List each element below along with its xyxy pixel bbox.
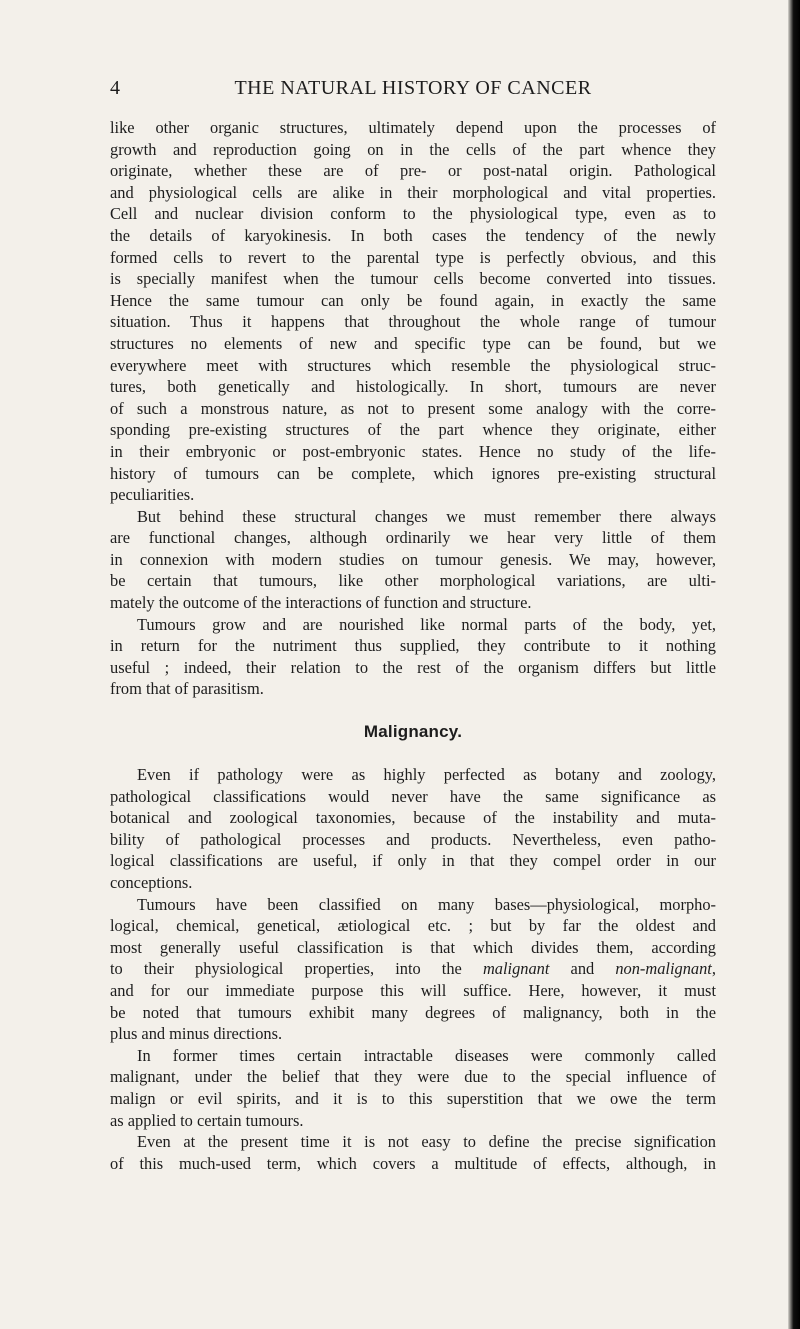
text-line: in their embryonic or post-embryonic states. Hence no study of the life- (110, 441, 716, 461)
text-line: situation. Thus it happens that throughout the whole range of tumour (110, 312, 716, 332)
page-edge-shadow (788, 0, 800, 1329)
paragraph (110, 1131, 716, 1174)
text-segment: , (711, 959, 716, 979)
text-segment: to their physiological properties, into the (110, 959, 483, 979)
text-line: everywhere meet with structures which resemble the physiological struc- (110, 355, 716, 375)
text-line: most generally useful classification is that which divides them, according (110, 937, 716, 957)
emphasis-non-malignant: non-malignant (615, 959, 712, 979)
text-line: mately the outcome of the interactions of function and structure. (110, 593, 532, 613)
paragraph (110, 894, 716, 1045)
running-title: THE NATURAL HISTORY OF CANCER (234, 77, 592, 99)
text-line: Tumours have been classified on many bases—physiological, morpho- (137, 894, 716, 914)
text-line: formed cells to revert to the parental type is perfectly obvious, and this (110, 247, 716, 267)
paragraph (110, 614, 716, 700)
text-line: conceptions. (110, 873, 193, 892)
paragraph (110, 506, 716, 614)
text-line: and for our immediate purpose this will suffice. Here, however, it must (110, 980, 716, 1000)
text-line: of such a monstrous nature, as not to present some analogy with the corre- (110, 398, 716, 418)
text-line: growth and reproduction going on in the cells of the part whence they (110, 139, 716, 159)
text-line-mixed (110, 958, 716, 980)
text-line: pathological classifications would never have the same significance as (110, 786, 716, 806)
text-line: logical classifications are useful, if only in that they compel order in our (110, 851, 716, 871)
text-line: be noted that tumours exhibit many degrees of malignancy, both in the (110, 1002, 716, 1022)
text-line: But behind these structural changes we must remember there always (137, 506, 716, 526)
text-line: of this much-used term, which covers a multitude of effects, although, in (110, 1153, 716, 1173)
text-line: as applied to certain tumours. (110, 1110, 304, 1130)
paragraph (110, 117, 716, 506)
text-line: be certain that tumours, like other morphological variations, are ulti- (110, 571, 716, 591)
text-line: is specially manifest when the tumour cells become converted into tissues. (110, 269, 716, 289)
text-line: bility of pathological processes and products. Nevertheless, even patho- (110, 829, 716, 849)
text-line: are functional changes, although ordinarily we hear very little of them (110, 528, 716, 548)
text-line: Even at the present time it is not easy to define the precise signification (137, 1132, 716, 1152)
text-line: Tumours grow and are nourished like normal parts of the body, yet, (137, 614, 716, 634)
text-line: useful ; indeed, their relation to the rest of the organism differs but little (110, 657, 716, 677)
paragraph (110, 764, 716, 894)
body-text (110, 117, 716, 1174)
paragraph (110, 1045, 716, 1131)
text-line: originate, whether these are of pre- or post-natal origin. Pathological (110, 161, 716, 181)
text-line: Even if pathology were as highly perfected as botany and zoology, (137, 765, 716, 785)
text-segment: and (549, 959, 616, 979)
page-number: 4 (110, 77, 121, 99)
running-head (110, 77, 716, 107)
text-line: Cell and nuclear division conform to the physiological type, even as to (110, 204, 716, 224)
text-line: from that of parasitism. (110, 679, 264, 699)
text-line: tures, both genetically and histologically. In short, tumours are never (110, 377, 716, 397)
text-line: malignant, under the belief that they were due to the special influence of (110, 1067, 716, 1087)
text-line: plus and minus directions. (110, 1024, 283, 1044)
text-line: structures no elements of new and specific type can be found, but we (110, 333, 716, 353)
emphasis-malignant: malignant (482, 959, 550, 979)
text-line: logical, chemical, genetical, ætiological etc. ; but by far the oldest and (110, 916, 716, 936)
text-line: the details of karyokinesis. In both cases the tendency of the newly (110, 225, 716, 245)
text-line: peculiarities. (110, 485, 195, 505)
text-line: in connexion with modern studies on tumour genesis. We may, however, (110, 549, 716, 569)
text-line: in return for the nutriment thus supplied, they contribute to it nothing (110, 636, 716, 656)
text-line: In former times certain intractable diseases were commonly called (137, 1045, 716, 1065)
text-line: botanical and zoological taxonomies, because of the instability and muta- (110, 808, 716, 828)
text-line: history of tumours can be complete, which ignores pre-existing structural (110, 463, 716, 483)
text-line: like other organic structures, ultimately depend upon the processes of (110, 118, 716, 137)
text-line: malign or evil spirits, and it is to this superstition that we owe the term (110, 1088, 716, 1108)
section-heading: Malignancy. (363, 722, 463, 742)
text-line: and physiological cells are alike in their morphological and vital properties. (110, 182, 716, 202)
text-line: Hence the same tumour can only be found again, in exactly the same (110, 290, 716, 310)
text-line: sponding pre-existing structures of the part whence they originate, either (110, 420, 716, 440)
